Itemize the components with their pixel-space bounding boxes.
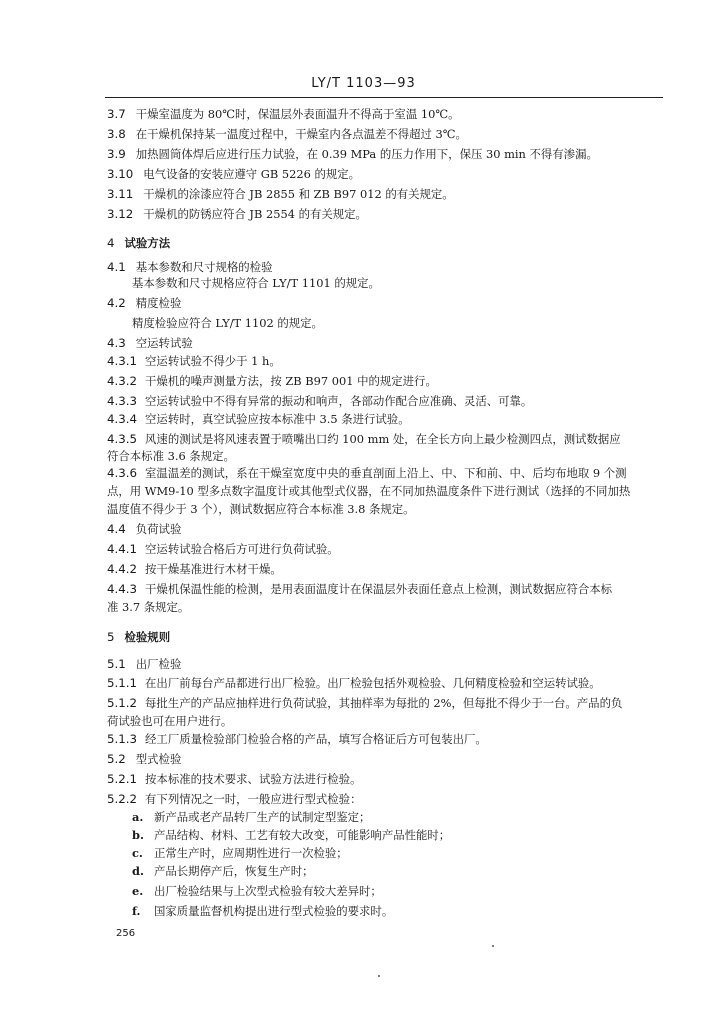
clause-line bbox=[107, 127, 467, 142]
clause-line bbox=[107, 296, 181, 311]
clause-number: 4.3.3 bbox=[107, 394, 138, 408]
clause-text: 电气设备的安装应遵守 GB 5226 的规定。 bbox=[143, 167, 361, 181]
clause-number: 4.2 bbox=[107, 296, 126, 310]
clause-line bbox=[107, 676, 601, 691]
clause-continuation bbox=[107, 449, 235, 464]
clause-text: 基本参数和尺寸规格的检验 bbox=[135, 260, 273, 274]
clause-text: 按干燥基准进行木材干燥。 bbox=[145, 562, 282, 576]
clause-number: 3.12 bbox=[107, 207, 134, 221]
list-letter: a. bbox=[132, 810, 144, 824]
clause-number: 3.8 bbox=[107, 127, 126, 141]
clause-number: 4.3.6 bbox=[107, 466, 138, 480]
standard-code-header: LY/T 1103—93 bbox=[311, 76, 416, 91]
clause-number: 4.3.4 bbox=[107, 412, 138, 426]
clause-text: 在干燥机保持某一温度过程中，干燥室内各点温差不得超过 3℃。 bbox=[135, 127, 467, 141]
list-letter: c. bbox=[132, 846, 143, 860]
clause-number: 3.9 bbox=[107, 147, 126, 161]
clause-text: 加热圆筒体焊后应进行压力试验，在 0.39 MPa 的压力作用下，保压 30 min 不得有渗漏。 bbox=[135, 147, 598, 161]
clause-line bbox=[107, 336, 193, 351]
clause-number: 5.1.3 bbox=[107, 732, 138, 746]
clause-line bbox=[132, 846, 348, 861]
clause-number: 3.10 bbox=[107, 167, 134, 181]
clause-number: 3.11 bbox=[107, 187, 134, 201]
clause-text: 精度检验 bbox=[135, 296, 182, 310]
clause-number: 5.1.2 bbox=[107, 696, 138, 710]
clause-continuation bbox=[107, 502, 415, 517]
clause-line bbox=[107, 772, 361, 787]
clause-text: 空运转试验不得少于 1 h。 bbox=[145, 354, 281, 368]
clause-text: 风速的测试是将风速表置于喷嘴出口约 100 mm 处，在全长方向上最少检测四点，测试数据应 bbox=[145, 432, 621, 446]
list-letter: f. bbox=[132, 904, 141, 918]
clause-text: 经工厂质量检验部门检验合格的产品，填写合格证后方可包装出厂。 bbox=[145, 732, 487, 746]
clause-line bbox=[107, 207, 367, 222]
clause-text: 负荷试验 bbox=[135, 522, 182, 536]
clause-text: 室温温差的测试，系在干燥室宽度中央的垂直剖面上沿上、中、下和前、中、后均布地取 9 个测 bbox=[145, 466, 627, 480]
clause-text: 国家质量监督机构提出进行型式检验的要求时。 bbox=[154, 904, 394, 918]
clause-line bbox=[107, 432, 621, 447]
clause-continuation bbox=[107, 714, 232, 729]
clause-number: 5 bbox=[107, 630, 115, 644]
clause-line bbox=[107, 394, 532, 409]
clause-line bbox=[107, 752, 181, 767]
clause-number: 4 bbox=[107, 236, 115, 250]
list-letter: d. bbox=[132, 864, 144, 878]
clause-line bbox=[107, 542, 339, 557]
clause-text: 干燥机的涂漆应符合 JB 2855 和 ZB B97 012 的有关规定。 bbox=[143, 187, 454, 201]
clause-line bbox=[132, 884, 382, 899]
clause-number: 5.2.1 bbox=[107, 772, 138, 786]
clause-number: 4.4.3 bbox=[107, 582, 138, 596]
clause-text: 精度检验应符合 LY/T 1102 的规定。 bbox=[132, 316, 323, 330]
clause-number: 4.1 bbox=[107, 260, 126, 274]
clause-line bbox=[107, 107, 459, 122]
clause-line bbox=[107, 696, 622, 711]
clause-number: 4.3.1 bbox=[107, 354, 138, 368]
clause-line bbox=[132, 864, 313, 879]
clause-text: 每批生产的产品应抽样进行负荷试验，其抽样率为每批的 2%，但每批不得少于一台。产品的负 bbox=[145, 696, 623, 710]
clause-text: 在出厂前每台产品都进行出厂检验。出厂检验包括外观检验、几何精度检验和空运转试验。 bbox=[145, 676, 601, 690]
clause-line bbox=[132, 904, 393, 919]
clause-number: 4.3.2 bbox=[107, 374, 138, 388]
clause-line bbox=[107, 260, 272, 275]
clause-line bbox=[107, 732, 487, 747]
scan-speck bbox=[492, 945, 494, 947]
clause-text: 基本参数和尺寸规格应符合 LY/T 1101 的规定。 bbox=[132, 276, 380, 290]
clause-continuation bbox=[107, 484, 630, 499]
clause-line bbox=[107, 522, 181, 537]
clause-text: 试验方法 bbox=[124, 236, 171, 250]
clause-line bbox=[107, 466, 627, 481]
list-letter: b. bbox=[132, 828, 144, 842]
clause-line bbox=[107, 354, 281, 369]
clause-text: 产品长期停产后，恢复生产时； bbox=[154, 864, 314, 878]
clause-line bbox=[107, 167, 360, 182]
clause-text: 出厂检验结果与上次型式检验有较大差异时； bbox=[154, 884, 382, 898]
clause-line bbox=[132, 828, 450, 843]
clause-line bbox=[132, 810, 370, 825]
clause-number: 4.3 bbox=[107, 336, 126, 350]
header-rule bbox=[105, 97, 663, 98]
clause-number: 4.4 bbox=[107, 522, 126, 536]
clause-continuation bbox=[132, 316, 323, 331]
clause-line bbox=[107, 374, 437, 389]
clause-text: 正常生产时，应周期性进行一次检验； bbox=[154, 846, 348, 860]
clause-text: 空运转试验 bbox=[135, 336, 193, 350]
clause-line bbox=[107, 657, 181, 672]
clause-text: 有下列情况之一时，一般应进行型式检验： bbox=[145, 792, 362, 806]
clause-text: 符合本标准 3.6 条规定。 bbox=[107, 449, 235, 463]
clause-number: 5.1.1 bbox=[107, 676, 138, 690]
clause-text: 出厂检验 bbox=[135, 657, 182, 671]
clause-text: 型式检验 bbox=[135, 752, 182, 766]
clause-text: 干燥室温度为 80℃时，保温层外表面温升不得高于室温 10℃。 bbox=[135, 107, 460, 121]
clause-text: 按本标准的技术要求、试验方法进行检验。 bbox=[145, 772, 362, 786]
clause-number: 3.7 bbox=[107, 107, 126, 121]
clause-line bbox=[107, 792, 361, 807]
clause-text: 准 3.7 条规定。 bbox=[107, 600, 190, 614]
clause-text: 干燥机保温性能的检测，是用表面温度计在保温层外表面任意点上检测，测试数据应符合本标 bbox=[145, 582, 613, 596]
clause-text: 检验规则 bbox=[124, 630, 171, 644]
list-letter: e. bbox=[132, 884, 144, 898]
clause-number: 4.3.5 bbox=[107, 432, 138, 446]
clause-continuation bbox=[107, 600, 189, 615]
clause-line bbox=[107, 562, 282, 577]
clause-text: 温度值不得少于 3 个），测试数据应符合本标准 3.8 条规定。 bbox=[107, 502, 415, 516]
clause-text: 空运转试验中不得有异常的振动和响声，各部动作配合应准确、灵活、可靠。 bbox=[145, 394, 533, 408]
clause-text: 干燥机的防锈应符合 JB 2554 的有关规定。 bbox=[143, 207, 367, 221]
clause-line bbox=[107, 412, 410, 427]
clause-text: 空运转试验合格后方可进行负荷试验。 bbox=[145, 542, 339, 556]
clause-text: 空运转时，真空试验应按本标准中 3.5 条进行试验。 bbox=[145, 412, 410, 426]
scan-speck bbox=[378, 975, 380, 977]
clause-text: 荷试验也可在用户进行。 bbox=[107, 714, 233, 728]
clause-line bbox=[107, 147, 598, 162]
clause-line bbox=[107, 582, 612, 597]
clause-number: 5.2.2 bbox=[107, 792, 138, 806]
clause-number: 5.1 bbox=[107, 657, 126, 671]
clause-text: 干燥机的噪声测量方法，按 ZB B97 001 中的规定进行。 bbox=[145, 374, 437, 388]
clause-text: 产品结构、材料、工艺有较大改变，可能影响产品性能时； bbox=[154, 828, 451, 842]
clause-number: 4.4.2 bbox=[107, 562, 138, 576]
clause-line bbox=[107, 630, 170, 645]
clause-text: 新产品或老产品转厂生产的试制定型鉴定； bbox=[154, 810, 371, 824]
clause-number: 4.4.1 bbox=[107, 542, 138, 556]
clause-text: 点，用 WM9-10 型多点数字温度计或其他型式仪器，在不同加热温度条件下进行测试（选择的不同加热 bbox=[107, 484, 631, 498]
page-number: 256 bbox=[116, 928, 136, 939]
clause-continuation bbox=[132, 276, 380, 291]
clause-line bbox=[107, 187, 454, 202]
clause-number: 5.2 bbox=[107, 752, 126, 766]
clause-line bbox=[107, 236, 170, 251]
